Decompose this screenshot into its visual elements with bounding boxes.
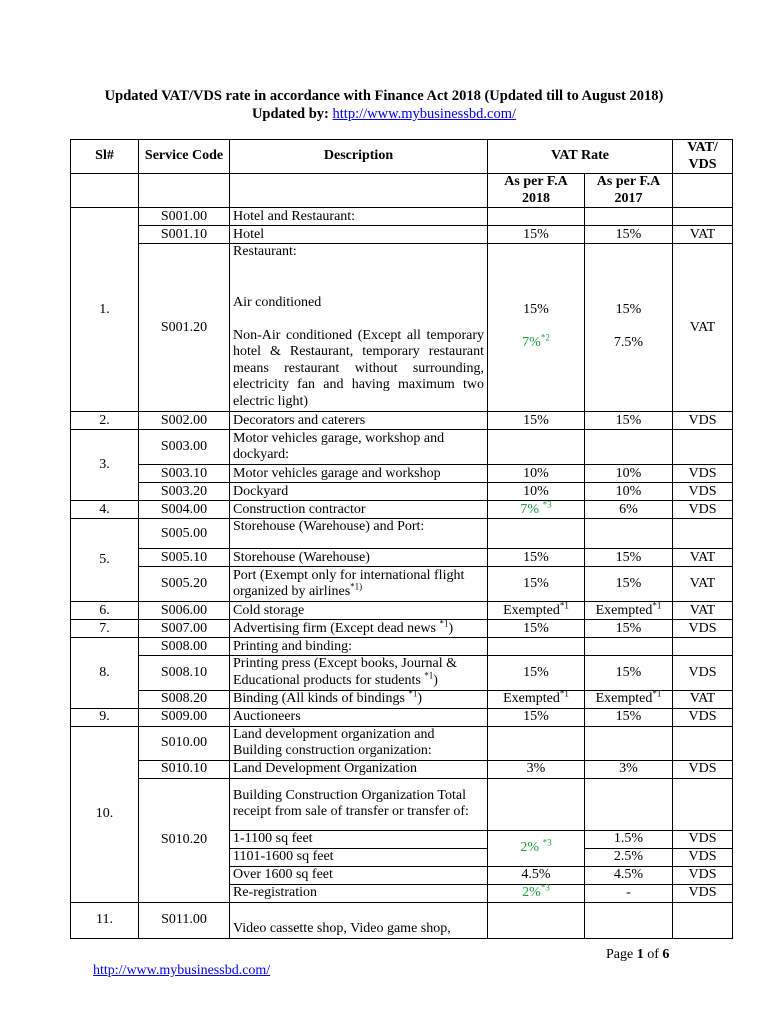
- cell-empty: [585, 519, 673, 549]
- sl-cell: 5.: [71, 519, 139, 602]
- cell-empty: [673, 638, 733, 656]
- rate-2017-cell: 1.5%: [585, 830, 673, 848]
- cell-empty: [673, 208, 733, 226]
- type-cell: VDS: [673, 620, 733, 638]
- sl-cell: 6.: [71, 602, 139, 620]
- code-cell: S005.10: [139, 549, 230, 567]
- title-line: Updated VAT/VDS rate in accordance with Finance Act 2018 (Updated till to August 2018): [104, 88, 664, 104]
- code-cell: S005.00: [139, 519, 230, 549]
- table-row: [71, 208, 733, 226]
- code-cell: S003.00: [139, 430, 230, 465]
- type-cell: VDS: [673, 708, 733, 726]
- description-cell: Land development organization and Building construction organization:: [230, 726, 488, 760]
- cell-empty: [585, 208, 673, 226]
- rate-2017-cell: -: [585, 884, 673, 902]
- code-cell: S008.10: [139, 656, 230, 690]
- sl-cell: 10.: [71, 726, 139, 902]
- rate-2018-cell: 7% $^{*3}$: [488, 501, 585, 519]
- type-cell: VDS: [673, 501, 733, 519]
- code-cell: S007.00: [139, 620, 230, 638]
- table-row: [71, 519, 733, 549]
- description-cell: Re-registration: [230, 884, 488, 902]
- code-cell: S002.00: [139, 412, 230, 430]
- type-cell: VDS: [673, 465, 733, 483]
- rate-2017-cell: [585, 244, 673, 412]
- table-subheader-row: [71, 174, 733, 208]
- vat-rate-table: [70, 139, 733, 939]
- description-cell: Storehouse (Warehouse) and Port:: [230, 519, 488, 549]
- header-fa-2018: As per F.A 2018: [488, 174, 585, 208]
- rate-value-green: 7%$^{*2}$: [522, 332, 550, 350]
- table-row: [71, 244, 733, 412]
- cell-empty: [585, 638, 673, 656]
- rate-2018-cell: Exempted$^{*1}$: [488, 602, 585, 620]
- cell-empty: [673, 430, 733, 465]
- description-cell: Advertising firm (Except dead news $^{*1}$): [230, 620, 488, 638]
- table-row: [71, 778, 733, 830]
- type-cell: VAT: [673, 244, 733, 412]
- code-cell: S006.00: [139, 602, 230, 620]
- rate-2017-cell: 15%: [585, 549, 673, 567]
- table-row: [71, 412, 733, 430]
- description-cell: Cold storage: [230, 602, 488, 620]
- table-row: [71, 549, 733, 567]
- cell-empty: [488, 902, 585, 938]
- rate-2018-cell: Exempted$^{*1}$: [488, 690, 585, 708]
- updated-by-label: Updated by:: [251, 106, 329, 122]
- description-cell: Motor vehicles garage, workshop and dockyard:: [230, 430, 488, 465]
- header-sl: Sl#: [71, 140, 139, 174]
- rate-2017-cell: 15%: [585, 620, 673, 638]
- description-cell: Binding (All kinds of bindings $^{*1}$): [230, 690, 488, 708]
- page-number: Page 1 of 6: [606, 947, 670, 962]
- cell-empty: [673, 778, 733, 830]
- description-cell: Land Development Organization: [230, 760, 488, 778]
- cell-empty: [673, 519, 733, 549]
- table-row: [71, 902, 733, 938]
- rate-2018-cell: 10%: [488, 465, 585, 483]
- rate-2018-cell: [488, 244, 585, 412]
- code-cell: S001.00: [139, 208, 230, 226]
- sl-cell: 11.: [71, 902, 139, 938]
- rate-2017-cell: Exempted$^{*1}$: [585, 690, 673, 708]
- cell-empty: [71, 174, 139, 208]
- header-vat-vds: VAT/ VDS: [673, 140, 733, 174]
- code-cell: S001.20: [139, 244, 230, 412]
- table-row: [71, 638, 733, 656]
- code-cell: S011.00: [139, 902, 230, 938]
- sl-cell: 1.: [71, 208, 139, 412]
- sl-cell: 9.: [71, 708, 139, 726]
- description-cell: Port (Exempt only for international flight organized by airlines$^{*1)}$: [230, 567, 488, 602]
- code-cell: S010.00: [139, 726, 230, 760]
- type-cell: VDS: [673, 483, 733, 501]
- rate-2017-cell: 15%: [585, 567, 673, 602]
- updated-by-line: [0, 105, 768, 123]
- rate-2018-cell: 15%: [488, 226, 585, 244]
- cell-empty: [585, 902, 673, 938]
- sl-cell: 3.: [71, 430, 139, 501]
- rate-2018-cell: 15%: [488, 620, 585, 638]
- rate-2018-cell: 3%: [488, 760, 585, 778]
- rate-value: 7.5%: [613, 334, 644, 350]
- rate-2018-cell: 15%: [488, 549, 585, 567]
- updated-by-link[interactable]: http://www.mybusinessbd.com/: [332, 106, 517, 122]
- footer-link[interactable]: http://www.mybusinessbd.com/: [93, 963, 271, 978]
- type-cell: VAT: [673, 549, 733, 567]
- code-cell: S003.20: [139, 483, 230, 501]
- description-cell: Auctioneers: [230, 708, 488, 726]
- description-cell: 1-1100 sq feet: [230, 830, 488, 848]
- type-cell: VAT: [673, 226, 733, 244]
- cell-empty: [139, 174, 230, 208]
- type-cell: VDS: [673, 866, 733, 884]
- cell-empty: [488, 726, 585, 760]
- cell-empty: [673, 902, 733, 938]
- description-cell: Storehouse (Warehouse): [230, 549, 488, 567]
- description-cell: Over 1600 sq feet: [230, 866, 488, 884]
- rate-2017-cell: 3%: [585, 760, 673, 778]
- rate-2017-cell: 15%: [585, 708, 673, 726]
- table-row: [71, 708, 733, 726]
- type-cell: VDS: [673, 830, 733, 848]
- table-row: [71, 760, 733, 778]
- header-fa-2017: As per F.A 2017: [585, 174, 673, 208]
- cell-empty: [585, 726, 673, 760]
- cell-empty: [488, 638, 585, 656]
- description-cell: 1101-1600 sq feet: [230, 848, 488, 866]
- rate-2018-cell: 15%: [488, 708, 585, 726]
- rate-2018-cell: 15%: [488, 567, 585, 602]
- table-row: [71, 726, 733, 760]
- code-cell: S010.10: [139, 760, 230, 778]
- sl-cell: 7.: [71, 620, 139, 638]
- cell-empty: [585, 430, 673, 465]
- cell-empty: [585, 778, 673, 830]
- cell-empty: [230, 174, 488, 208]
- document-title: [0, 87, 768, 123]
- table-row: [71, 430, 733, 465]
- description-cell: Dockyard: [230, 483, 488, 501]
- description-cell: Construction contractor: [230, 501, 488, 519]
- type-cell: VDS: [673, 760, 733, 778]
- rate-2018-cell: 15%: [488, 412, 585, 430]
- header-description: Description: [230, 140, 488, 174]
- rate-2017-cell: 2.5%: [585, 848, 673, 866]
- rate-2018-cell: 2% $^{*3}$: [488, 830, 585, 866]
- code-cell: S001.10: [139, 226, 230, 244]
- type-cell: VAT: [673, 690, 733, 708]
- cell-empty: [488, 208, 585, 226]
- code-cell: S010.20: [139, 778, 230, 902]
- description-line: Air conditioned: [233, 294, 322, 310]
- cell-empty: [488, 430, 585, 465]
- cell-empty: [488, 778, 585, 830]
- code-cell: S009.00: [139, 708, 230, 726]
- description-cell: Hotel: [230, 226, 488, 244]
- rate-2017-cell: 15%: [585, 412, 673, 430]
- description-cell: Printing and binding:: [230, 638, 488, 656]
- table-row: [71, 226, 733, 244]
- type-cell: VDS: [673, 656, 733, 690]
- rate-2017-cell: 15%: [585, 226, 673, 244]
- rate-2017-cell: 10%: [585, 483, 673, 501]
- description-line: Non-Air conditioned (Except all temporary hotel & Restaurant, temporary restaurant means restaurant without surrounding, electricity fan and having maximum two electric light): [233, 327, 484, 409]
- description-cell: Decorators and caterers: [230, 412, 488, 430]
- rate-2017-cell: 10%: [585, 465, 673, 483]
- rate-2018-cell: 10%: [488, 483, 585, 501]
- type-cell: VAT: [673, 567, 733, 602]
- table-row: [71, 602, 733, 620]
- rate-2017-cell: Exempted$^{*1}$: [585, 602, 673, 620]
- rate-2018-cell: 15%: [488, 656, 585, 690]
- sl-cell: 8.: [71, 638, 139, 708]
- code-cell: S003.10: [139, 465, 230, 483]
- description-line: Restaurant:: [233, 244, 297, 260]
- description-cell: Printing press (Except books, Journal & Educational products for students $^{*1}$): [230, 656, 488, 690]
- rate-2017-cell: 6%: [585, 501, 673, 519]
- table-row: [71, 567, 733, 602]
- table-row: [71, 690, 733, 708]
- code-cell: S008.20: [139, 690, 230, 708]
- code-cell: S004.00: [139, 501, 230, 519]
- sl-cell: 4.: [71, 501, 139, 519]
- header-service-code: Service Code: [139, 140, 230, 174]
- code-cell: S005.20: [139, 567, 230, 602]
- table-row: [71, 465, 733, 483]
- description-cell: [230, 244, 488, 412]
- type-cell: VDS: [673, 412, 733, 430]
- table-row: [71, 501, 733, 519]
- code-cell: S008.00: [139, 638, 230, 656]
- type-cell: VDS: [673, 848, 733, 866]
- cell-empty: [488, 519, 585, 549]
- table-header-row: [71, 140, 733, 174]
- rate-2018-cell: 2%$^{*3}$: [488, 884, 585, 902]
- description-cell: Hotel and Restaurant:: [230, 208, 488, 226]
- table-row: [71, 656, 733, 690]
- cell-empty: [673, 174, 733, 208]
- table-row: [71, 620, 733, 638]
- rate-2018-cell: 4.5%: [488, 866, 585, 884]
- description-cell: Motor vehicles garage and workshop: [230, 465, 488, 483]
- header-vat-rate: VAT Rate: [488, 140, 673, 174]
- rate-2017-cell: 15%: [585, 656, 673, 690]
- description-cell: Building Construction Organization Total receipt from sale of transfer or transfer of:: [230, 778, 488, 830]
- cell-empty: [673, 726, 733, 760]
- description-cell: Video cassette shop, Video game shop,: [230, 902, 488, 938]
- rate-value: 15%: [523, 302, 549, 318]
- table-row: [71, 483, 733, 501]
- type-cell: VDS: [673, 884, 733, 902]
- rate-2017-cell: 4.5%: [585, 866, 673, 884]
- sl-cell: 2.: [71, 412, 139, 430]
- rate-value: 15%: [615, 302, 642, 318]
- type-cell: VAT: [673, 602, 733, 620]
